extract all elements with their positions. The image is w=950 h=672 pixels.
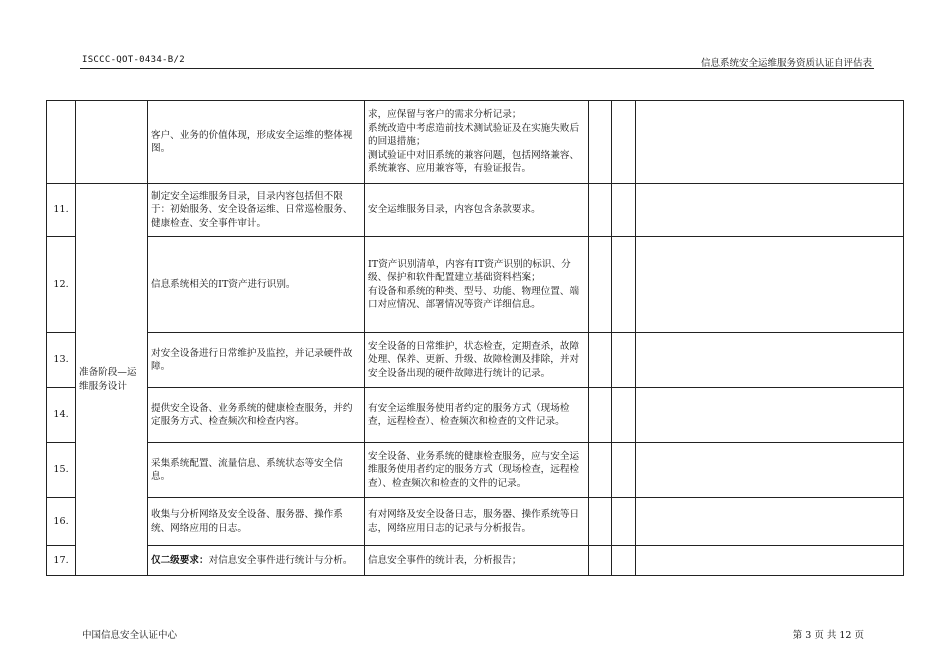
check-cell[interactable]	[612, 333, 636, 388]
check-cell[interactable]	[612, 546, 636, 576]
remark-cell[interactable]	[636, 388, 904, 443]
check-cell[interactable]	[612, 388, 636, 443]
row-number: 15.	[47, 443, 76, 498]
check-cell[interactable]	[612, 101, 636, 184]
requirement-cell: 收集与分析网络及安全设备、服务器、操作系统、网络应用的日志。	[148, 498, 365, 546]
requirement-cell: 对安全设备进行日常维护及监控，并记录硬件故障。	[148, 333, 365, 388]
level-two-only-label: 仅二级要求：	[151, 554, 209, 566]
table-row	[47, 443, 904, 498]
table-row	[47, 237, 904, 333]
evidence-cell	[365, 443, 589, 498]
evidence-cell	[365, 333, 589, 388]
check-cell[interactable]	[589, 498, 612, 546]
remark-cell[interactable]	[636, 184, 904, 237]
evidence-cell	[365, 546, 589, 576]
remark-cell[interactable]	[636, 443, 904, 498]
check-cell[interactable]	[612, 498, 636, 546]
requirement-cell: 客户、业务的价值体现，形成安全运维的整体视图。	[148, 101, 365, 184]
table-row	[47, 333, 904, 388]
evidence-text: 安全设备、业务系统的健康检查服务，应与安全运维服务使用者约定的服务方式（现场检查，远程检查）、检查频次和检查的文件的记录。	[368, 450, 580, 489]
evidence-text: 安全设备的日常维护，状态检查，定期查杀，故障处理、保养、更新、升级、故障检测及排除，并对安全设备出现的硬件故障进行统计的记录。	[368, 340, 580, 379]
row-number: 13.	[47, 333, 76, 388]
evidence-cell	[365, 184, 589, 237]
requirement-cell	[148, 546, 365, 576]
evidence-cell	[365, 101, 589, 184]
check-cell[interactable]	[589, 184, 612, 237]
footer-organization: 中国信息安全认证中心	[82, 630, 178, 641]
remark-cell[interactable]	[636, 333, 904, 388]
evidence-text: 求，应保留与客户的需求分析记录； 系统改造中考虑造前技术测试验证及在实施失败后的回退措施； 测试验证中对旧系统的兼容问题，包括网络兼容、系统兼容、应用兼容等，有验证报告。	[368, 109, 580, 175]
requirement-cell: 信息系统相关的IT资产进行识别。	[148, 237, 365, 333]
row-number: 17.	[47, 546, 76, 576]
evidence-cell	[365, 388, 589, 443]
table-row	[47, 184, 904, 237]
requirement-cell: 采集系统配置、流量信息、系统状态等安全信息。	[148, 443, 365, 498]
check-cell[interactable]	[589, 237, 612, 333]
requirement-cell: 提供安全设备、业务系统的健康检查服务，并约定服务方式、检查频次和检查内容。	[148, 388, 365, 443]
row-number	[47, 101, 76, 184]
check-cell[interactable]	[589, 443, 612, 498]
requirement-text: 对信息安全事件进行统计与分析。	[208, 554, 353, 566]
stage-label: 准备阶段—运维服务设计	[76, 184, 148, 576]
remark-cell[interactable]	[636, 237, 904, 333]
check-cell[interactable]	[589, 546, 612, 576]
page-number: 第 3 页 共 12 页	[792, 630, 864, 641]
evidence-text: IT资产识别清单，内容有IT资产识别的标识、分级、保护和软件配置建立基础资料档案； 有设备和系统的种类、型号、功能、物理位置、端口对应情况、部署情况等资产详细信息。	[368, 258, 580, 310]
evidence-text: 安全运维服务目录，内容包含条款要求。	[368, 204, 541, 216]
row-number: 14.	[47, 388, 76, 443]
remark-cell[interactable]	[636, 498, 904, 546]
remark-cell[interactable]	[636, 546, 904, 576]
check-cell[interactable]	[612, 237, 636, 333]
requirement-cell: 制定安全运维服务目录，目录内容包括但不限于：初始服务、安全设备运维、日常巡检服务、健康检查、安全事件审计。	[148, 184, 365, 237]
row-number: 12.	[47, 237, 76, 333]
check-cell[interactable]	[589, 388, 612, 443]
check-cell[interactable]	[589, 101, 612, 184]
remark-cell[interactable]	[636, 101, 904, 184]
evidence-cell	[365, 237, 589, 333]
stage-cell-empty	[76, 101, 148, 184]
table-row	[47, 546, 904, 576]
table-row	[47, 498, 904, 546]
table-row	[47, 101, 904, 184]
evaluation-table	[46, 100, 904, 576]
doc-title: 信息系统安全运维服务资质认证自评估表	[700, 58, 872, 69]
check-cell[interactable]	[612, 443, 636, 498]
evidence-text: 有对网络及安全设备日志，服务器、操作系统等日志，网络应用日志的记录与分析报告。	[368, 509, 580, 534]
doc-code: ISCCC-QOT-0434-B/2	[82, 55, 185, 65]
table-row	[47, 388, 904, 443]
header-divider	[80, 68, 874, 69]
evidence-text: 信息安全事件的统计表，分析报告；	[368, 554, 522, 566]
evidence-text: 有安全运维服务使用者约定的服务方式（现场检查，远程检查）、检查频次和检查的文件记录。	[368, 402, 570, 427]
row-number: 11.	[47, 184, 76, 237]
evidence-cell	[365, 498, 589, 546]
check-cell[interactable]	[589, 333, 612, 388]
check-cell[interactable]	[612, 184, 636, 237]
row-number: 16.	[47, 498, 76, 546]
